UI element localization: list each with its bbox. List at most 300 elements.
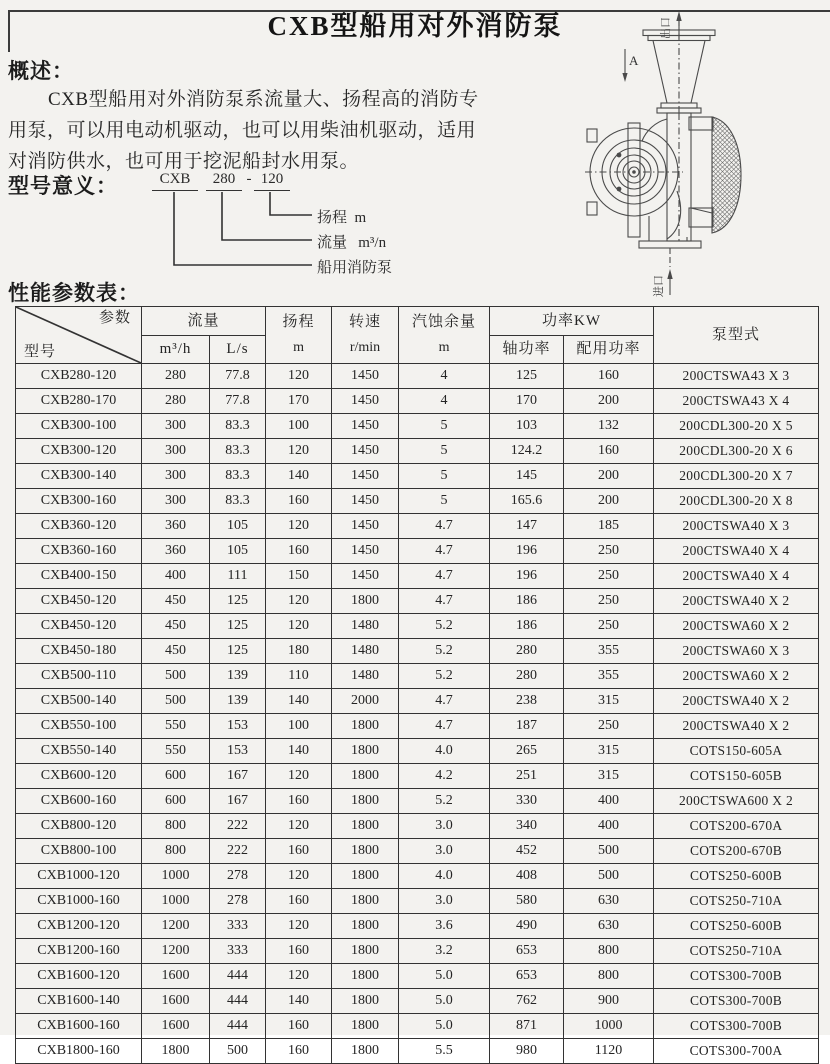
cell-value: 333 [210,914,266,939]
cell-value: 140 [266,989,332,1014]
table-row [16,614,819,639]
cell-value: 238 [490,689,564,714]
table-row [16,414,819,439]
cell-value: 111 [210,564,266,589]
header-npsh-unit: m [438,340,450,355]
cell-model: CXB600-160 [16,789,142,814]
table-row [16,964,819,989]
cell-value: 653 [490,964,564,989]
model-code-series: CXB [152,171,198,191]
cell-value: 167 [210,789,266,814]
cell-value: 83.3 [210,464,266,489]
section-a-label: A [629,53,639,68]
cell-value: 3.2 [399,939,490,964]
cell-value: 1480 [332,639,399,664]
cell-value: 105 [210,514,266,539]
cell-pump-type: COTS250-600B [654,914,819,939]
cell-value: 160 [564,439,654,464]
pump-drawing [583,5,830,303]
table-row [16,664,819,689]
cell-value: 355 [564,639,654,664]
cell-pump-type: COTS300-700A [654,1039,819,1064]
cell-value: 196 [490,564,564,589]
section-a-arrow [622,49,627,82]
cell-value: 160 [564,364,654,389]
cell-value: 330 [490,789,564,814]
cell-value: 4.7 [399,689,490,714]
cell-value: 1000 [564,1014,654,1039]
table-row [16,464,819,489]
cell-value: 4 [399,389,490,414]
cell-value: 167 [210,764,266,789]
cell-value: 1800 [332,864,399,889]
cell-value: 4 [399,364,490,389]
cell-value: 5 [399,464,490,489]
header-head-name: 扬程 [282,314,315,330]
table-row [16,814,819,839]
cell-value: 1450 [332,539,399,564]
cell-value: 1800 [332,1039,399,1064]
cell-value: 444 [210,964,266,989]
cell-value: 160 [266,939,332,964]
cell-value: 1450 [332,364,399,389]
cell-value: 315 [564,764,654,789]
page-title: CXB型船用对外消防泵 [267,11,563,41]
cell-value: 5.5 [399,1039,490,1064]
cell-value: 140 [266,739,332,764]
cell-value: 1450 [332,564,399,589]
cell-model: CXB600-120 [16,764,142,789]
cell-value: 1450 [332,389,399,414]
cell-value: 762 [490,989,564,1014]
overview-heading: 概述： [8,59,74,83]
cell-pump-type: 200CTSWA40 X 2 [654,714,819,739]
cell-value: 250 [564,539,654,564]
overview-line: 对消防供水，也可用于挖泥船封水用泵。 [8,151,360,172]
table-row [16,564,819,589]
model-code-head: 120 [254,171,290,191]
inlet-arrow [667,269,672,295]
cell-value: 1800 [332,939,399,964]
cell-pump-type: 200CTSWA40 X 4 [654,539,819,564]
header-flow-ls: L/s [210,336,266,364]
cell-value: 3.0 [399,839,490,864]
cell-value: 800 [142,814,210,839]
cell-value: 196 [490,539,564,564]
cell-value: 4.7 [399,564,490,589]
cell-value: 1800 [332,989,399,1014]
cell-value: 1000 [142,864,210,889]
header-head [266,307,332,364]
cell-pump-type: 200CTSWA600 X 2 [654,789,819,814]
cell-pump-type: 200CTSWA60 X 2 [654,664,819,689]
cell-value: 400 [142,564,210,589]
cell-value: 153 [210,714,266,739]
cell-value: 1480 [332,614,399,639]
cell-value: 83.3 [210,439,266,464]
cell-value: 5.0 [399,989,490,1014]
cell-pump-type: 200CTSWA60 X 3 [654,639,819,664]
cell-pump-type: 200CTSWA60 X 2 [654,614,819,639]
cell-value: 1480 [332,664,399,689]
cell-value: 444 [210,1014,266,1039]
cell-pump-type: 200CDL300-20 X 7 [654,464,819,489]
cell-model: CXB450-120 [16,614,142,639]
cell-model: CXB800-120 [16,814,142,839]
table-row [16,989,819,1014]
cell-pump-type: 200CTSWA40 X 2 [654,689,819,714]
cell-model: CXB1800-160 [16,1039,142,1064]
cell-value: 186 [490,614,564,639]
cell-value: 124.2 [490,439,564,464]
corner-label-model: 型号 [24,343,57,360]
cell-value: 160 [266,539,332,564]
model-code-dash: - [246,171,252,187]
cell-value: 400 [564,789,654,814]
cell-value: 550 [142,714,210,739]
cell-value: 125 [210,614,266,639]
cell-model: CXB280-120 [16,364,142,389]
cell-model: CXB360-160 [16,539,142,564]
cell-value: 980 [490,1039,564,1064]
header-speed-name: 转速 [349,314,382,330]
cell-model: CXB1200-160 [16,939,142,964]
cell-value: 1800 [332,914,399,939]
cell-value: 1000 [142,889,210,914]
cell-value: 139 [210,664,266,689]
cell-value: 5.2 [399,614,490,639]
cell-value: 250 [564,564,654,589]
cell-value: 125 [210,589,266,614]
table-row [16,539,819,564]
performance-table [15,306,819,1064]
cell-pump-type: COTS250-600B [654,864,819,889]
cell-value: 871 [490,1014,564,1039]
cell-value: 5 [399,489,490,514]
cell-pump-type: 200CDL300-20 X 8 [654,489,819,514]
cell-value: 452 [490,839,564,864]
cell-value: 120 [266,589,332,614]
cell-value: 1600 [142,1014,210,1039]
cell-model: CXB300-140 [16,464,142,489]
table-row [16,889,819,914]
cell-value: 2000 [332,689,399,714]
cell-value: 83.3 [210,489,266,514]
table-row [16,789,819,814]
cell-value: 200 [564,489,654,514]
table-row [16,1014,819,1039]
cell-value: 450 [142,614,210,639]
cell-value: 400 [564,814,654,839]
model-meaning-heading: 型号意义： [8,174,118,198]
cell-value: 100 [266,414,332,439]
cell-value: 160 [266,889,332,914]
cell-value: 185 [564,514,654,539]
cell-value: 360 [142,539,210,564]
model-label-series: 船用消防泵 [317,260,393,276]
cell-value: 500 [564,864,654,889]
cell-model: CXB500-140 [16,689,142,714]
cell-value: 5.2 [399,789,490,814]
cell-value: 300 [142,439,210,464]
cell-value: 160 [266,789,332,814]
table-row [16,439,819,464]
cell-pump-type: COTS300-700B [654,989,819,1014]
table-row [16,739,819,764]
cell-value: 4.0 [399,864,490,889]
cell-model: CXB360-120 [16,514,142,539]
header-flow-m3h: m³/h [142,336,210,364]
cell-value: 1800 [332,839,399,864]
table-row [16,914,819,939]
cell-value: 1600 [142,964,210,989]
cell-value: 160 [266,1039,332,1064]
cell-value: 1450 [332,439,399,464]
cell-pump-type: COTS250-710A [654,889,819,914]
corner-label-parameter: 参数 [98,310,131,326]
cell-value: 153 [210,739,266,764]
cell-value: 110 [266,664,332,689]
cell-value: 125 [490,364,564,389]
table-row [16,939,819,964]
cell-value: 300 [142,414,210,439]
cell-value: 1800 [332,789,399,814]
cell-value: 120 [266,514,332,539]
cell-value: 120 [266,814,332,839]
cell-value: 500 [142,664,210,689]
header-power-rated: 配用功率 [564,336,654,364]
table-row [16,489,819,514]
cell-model: CXB500-110 [16,664,142,689]
cell-value: 600 [142,789,210,814]
cell-value: 140 [266,689,332,714]
table-row [16,1039,819,1064]
table-row [16,514,819,539]
cell-value: 315 [564,689,654,714]
cell-value: 4.7 [399,514,490,539]
cell-value: 4.7 [399,589,490,614]
suction-flange [639,216,701,248]
cell-pump-type: 200CTSWA40 X 2 [654,589,819,614]
cell-value: 280 [490,664,564,689]
cell-value: 200 [564,464,654,489]
table-row [16,714,819,739]
cell-value: 250 [564,614,654,639]
header-power-shaft: 轴功率 [490,336,564,364]
cell-pump-type: COTS200-670B [654,839,819,864]
overview-line: CXB型船用对外消防泵系流量大、扬程高的消防专 [48,89,479,110]
cell-pump-type: COTS150-605A [654,739,819,764]
table-row [16,689,819,714]
cell-model: CXB1000-160 [16,889,142,914]
cell-value: 278 [210,889,266,914]
cell-model: CXB300-100 [16,414,142,439]
cell-model: CXB450-120 [16,589,142,614]
table-row [16,639,819,664]
cell-model: CXB1200-120 [16,914,142,939]
cell-value: 1800 [332,589,399,614]
cell-model: CXB280-170 [16,389,142,414]
table-body [16,364,819,1064]
cell-value: 170 [266,389,332,414]
cell-value: 630 [564,889,654,914]
cell-value: 900 [564,989,654,1014]
cell-value: 160 [266,1014,332,1039]
cell-value: 444 [210,989,266,1014]
cell-model: CXB400-150 [16,564,142,589]
cell-value: 4.7 [399,539,490,564]
cell-model: CXB1600-120 [16,964,142,989]
cell-model: CXB1000-120 [16,864,142,889]
motor-dome [689,117,741,233]
model-label-head: 扬程 m [317,210,367,226]
cell-value: 250 [564,589,654,614]
cell-value: 1800 [332,814,399,839]
table-section-heading: 性能参数表： [8,281,140,305]
cell-value: 1800 [332,764,399,789]
cell-value: 180 [266,639,332,664]
cell-pump-type: COTS300-700B [654,964,819,989]
cell-value: 170 [490,389,564,414]
cell-value: 150 [266,564,332,589]
table-row [16,589,819,614]
cell-value: 5 [399,414,490,439]
cell-value: 340 [490,814,564,839]
cell-value: 450 [142,639,210,664]
cell-value: 147 [490,514,564,539]
header-speed [332,307,399,364]
overview-line: 用泵，可以用电动机驱动，也可以用柴油机驱动，适用 [8,120,477,141]
cell-pump-type: 200CDL300-20 X 6 [654,439,819,464]
cell-value: 4.2 [399,764,490,789]
cell-pump-type: COTS250-710A [654,939,819,964]
outlet-label: 出口 [660,17,672,39]
cell-model: CXB300-160 [16,489,142,514]
cell-value: 280 [490,639,564,664]
cell-value: 653 [490,939,564,964]
cell-value: 120 [266,914,332,939]
cell-value: 1800 [332,889,399,914]
cell-value: 160 [266,489,332,514]
cell-value: 1800 [332,714,399,739]
table-row [16,389,819,414]
table-row [16,364,819,389]
cell-value: 222 [210,814,266,839]
cell-value: 1450 [332,514,399,539]
model-code-flow: 280 [206,171,242,191]
cell-value: 5 [399,439,490,464]
cell-pump-type: 200CTSWA43 X 4 [654,389,819,414]
cell-value: 630 [564,914,654,939]
cell-value: 132 [564,414,654,439]
header-flow-group: 流量 [142,307,266,336]
cell-pump-type: 200CDL300-20 X 5 [654,414,819,439]
table-row [16,864,819,889]
model-label-flow: 流量 m³/n [317,235,387,251]
cell-value: 200 [564,389,654,414]
cell-pump-type: COTS200-670A [654,814,819,839]
table-row [16,764,819,789]
cell-value: 77.8 [210,389,266,414]
cell-value: 120 [266,964,332,989]
cell-value: 408 [490,864,564,889]
cell-value: 5.0 [399,964,490,989]
cell-value: 265 [490,739,564,764]
cell-value: 160 [266,839,332,864]
cell-value: 360 [142,514,210,539]
cell-value: 186 [490,589,564,614]
cell-value: 1200 [142,914,210,939]
cell-value: 500 [210,1039,266,1064]
header-pump-type: 泵型式 [654,307,819,364]
cell-value: 280 [142,389,210,414]
cell-value: 222 [210,839,266,864]
cell-value: 1120 [564,1039,654,1064]
header-npsh-name: 汽蚀余量 [412,314,477,330]
header-npsh [399,307,490,364]
cell-value: 800 [564,939,654,964]
cell-value: 1800 [142,1039,210,1064]
cell-model: CXB450-180 [16,639,142,664]
cell-value: 300 [142,464,210,489]
table-row [16,839,819,864]
cell-value: 800 [564,964,654,989]
cell-value: 4.7 [399,714,490,739]
cell-value: 1200 [142,939,210,964]
cell-value: 315 [564,739,654,764]
cell-value: 165.6 [490,489,564,514]
cell-value: 140 [266,464,332,489]
cell-value: 250 [564,714,654,739]
cell-value: 333 [210,939,266,964]
cell-value: 3.0 [399,814,490,839]
cell-pump-type: COTS150-605B [654,764,819,789]
cell-value: 3.6 [399,914,490,939]
cell-value: 5.0 [399,1014,490,1039]
cell-value: 450 [142,589,210,614]
cell-value: 77.8 [210,364,266,389]
cell-value: 1450 [332,414,399,439]
cell-value: 83.3 [210,414,266,439]
cell-value: 3.0 [399,889,490,914]
cell-value: 120 [266,864,332,889]
cell-value: 4.0 [399,739,490,764]
cell-model: CXB1600-160 [16,1014,142,1039]
cell-value: 251 [490,764,564,789]
header-head-unit: m [293,340,304,355]
outlet-arrow [676,11,681,39]
cell-value: 550 [142,739,210,764]
cell-pump-type: 200CTSWA43 X 3 [654,364,819,389]
cell-value: 187 [490,714,564,739]
header-power-group: 功率KW [490,307,654,336]
discharge-cone [643,30,715,113]
cell-value: 120 [266,614,332,639]
header-speed-unit: r/min [349,340,381,355]
cell-value: 490 [490,914,564,939]
cell-value: 120 [266,764,332,789]
cell-value: 120 [266,364,332,389]
cell-model: CXB1600-140 [16,989,142,1014]
cell-value: 278 [210,864,266,889]
cell-value: 145 [490,464,564,489]
cell-value: 500 [142,689,210,714]
cell-value: 105 [210,539,266,564]
cell-value: 125 [210,639,266,664]
cell-model: CXB550-140 [16,739,142,764]
cell-value: 600 [142,764,210,789]
cell-value: 580 [490,889,564,914]
